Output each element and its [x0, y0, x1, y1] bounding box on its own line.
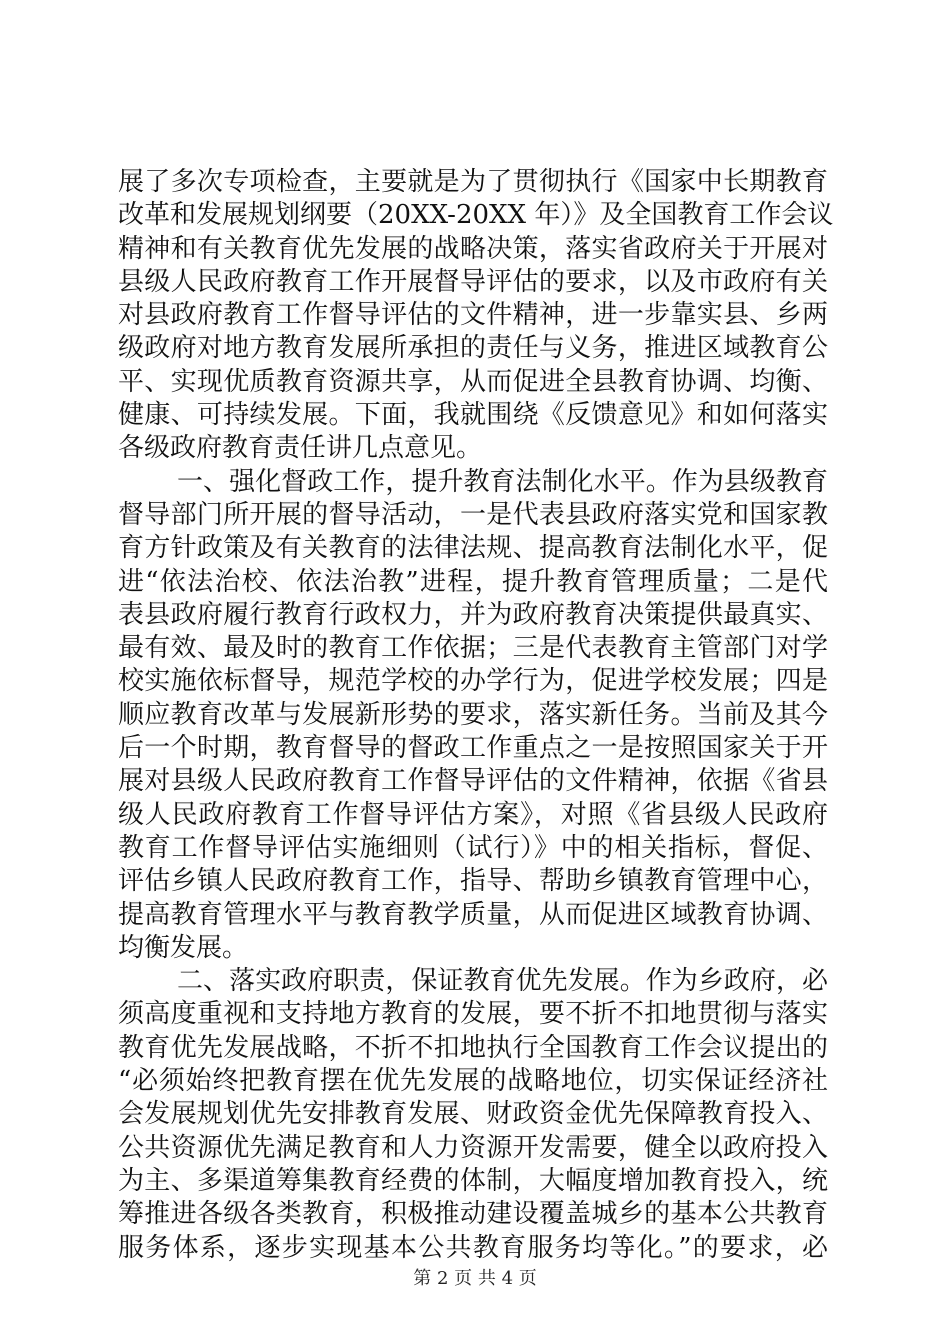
text-line: 公共资源优先满足教育和人力资源开发需要，健全以政府投入 — [118, 1132, 828, 1163]
text-line: 县级人民政府教育工作开展督导评估的要求，以及市政府有关 — [118, 266, 828, 297]
text-line: 须高度重视和支持地方教育的发展，要不折不扣地贯彻与落实 — [118, 999, 828, 1030]
text-line: 级政府对地方教育发展所承担的责任与义务，推进区域教育公 — [118, 333, 828, 364]
text-line: 校实施依标督导，规范学校的办学行为，促进学校发展；四是 — [118, 666, 828, 697]
text-line: 级人民政府教育工作督导评估方案》，对照《省县级人民政府 — [118, 799, 828, 830]
text-line: 二、落实政府职责，保证教育优先发展。作为乡政府，必 — [177, 966, 828, 997]
text-line: “必须始终把教育摆在优先发展的战略地位，切实保证经济社 — [118, 1066, 828, 1097]
text-line: 育方针政策及有关教育的法律法规、提高教育法制化水平，促 — [118, 533, 828, 564]
text-line: 为主、多渠道筹集教育经费的体制，大幅度增加教育投入，统 — [118, 1165, 828, 1196]
text-line: 服务体系，逐步实现基本公共教育服务均等化。”的要求，必 — [118, 1232, 828, 1263]
document-body — [118, 166, 834, 1265]
text-line: 进“依法治校、依法治教”进程，提升教育管理质量；二是代 — [118, 566, 828, 597]
text-line: 教育优先发展战略，不折不扣地执行全国教育工作会议提出的 — [118, 1032, 828, 1063]
page-footer: 第 2 页 共 4 页 — [413, 1268, 537, 1289]
text-line: 顺应教育改革与发展新形势的要求，落实新任务。当前及其今 — [118, 699, 828, 730]
text-line: 后一个时期，教育督导的督政工作重点之一是按照国家关于开 — [118, 733, 828, 764]
text-line: 筹推进各级各类教育，积极推动建设覆盖城乡的基本公共教育 — [118, 1199, 828, 1230]
text-line: 表县政府履行教育行政权力，并为政府教育决策提供最真实、 — [118, 599, 828, 630]
text-line: 会发展规划优先安排教育发展、财政资金优先保障教育投入、 — [118, 1099, 828, 1130]
text-line: 平、实现优质教育资源共享，从而促进全县教育协调、均衡、 — [118, 366, 828, 397]
text-line: 教育工作督导评估实施细则（试行）》中的相关指标，督促、 — [118, 832, 828, 863]
text-line: 最有效、最及时的教育工作依据；三是代表教育主管部门对学 — [118, 633, 828, 664]
text-line: 评估乡镇人民政府教育工作，指导、帮助乡镇教育管理中心， — [118, 866, 828, 897]
text-line: 提高教育管理水平与教育教学质量，从而促进区域教育协调、 — [118, 899, 828, 930]
text-line: 精神和有关教育优先发展的战略决策，落实省政府关于开展对 — [118, 233, 828, 264]
text-line: 一、强化督政工作，提升教育法制化水平。作为县级教育 — [177, 466, 828, 497]
text-line: 健康、可持续发展。下面，我就围绕《反馈意见》和如何落实 — [118, 400, 828, 431]
text-line: 各级政府教育责任讲几点意见。 — [118, 433, 483, 464]
text-line: 展对县级人民政府教育工作督导评估的文件精神，依据《省县 — [118, 766, 828, 797]
text-line: 督导部门所开展的督导活动，一是代表县政府落实党和国家教 — [118, 499, 828, 530]
text-line: 展了多次专项检查，主要就是为了贯彻执行《国家中长期教育 — [118, 167, 828, 197]
text-line: 改革和发展规划纲要（20XX-20XX 年）》及全国教育工作会议 — [118, 200, 834, 231]
text-line: 均衡发展。 — [118, 932, 249, 963]
text-line: 对县政府教育工作督导评估的文件精神，进一步靠实县、乡两 — [118, 300, 828, 331]
